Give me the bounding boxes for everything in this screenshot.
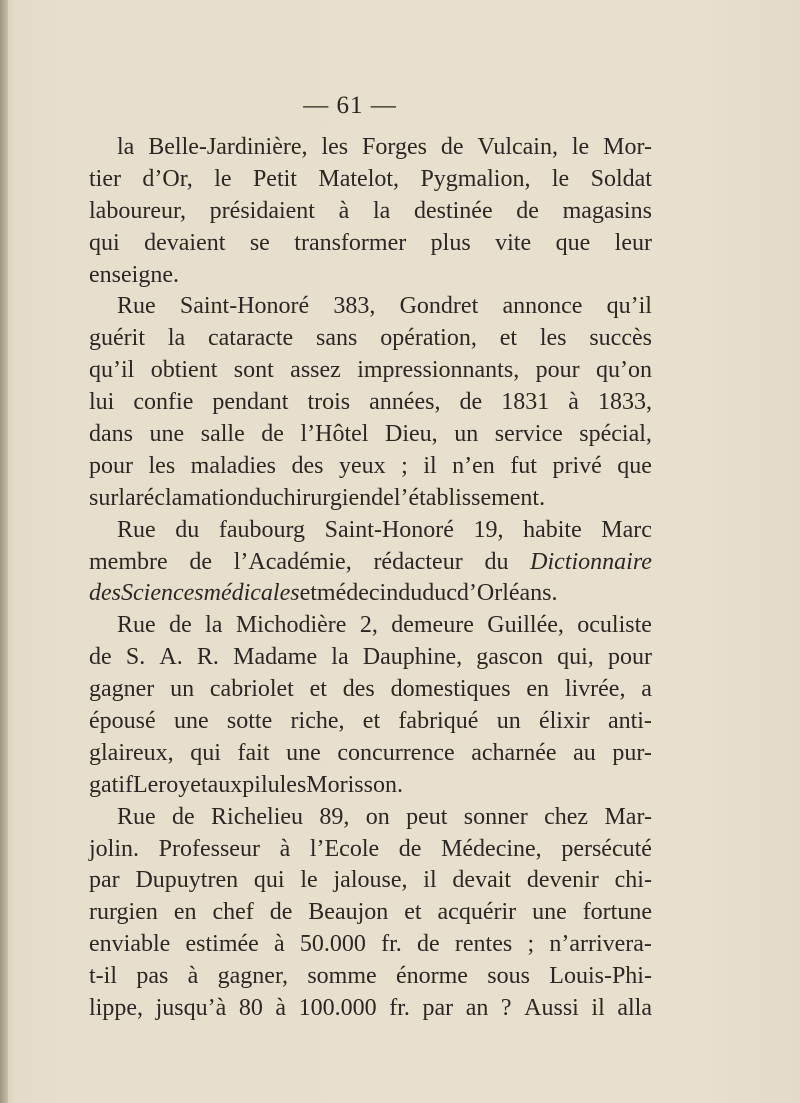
text-line	[89, 132, 652, 164]
word: les	[321, 134, 349, 160]
word: cabriolet	[209, 676, 294, 703]
word: présidaient	[209, 197, 315, 224]
word: par	[89, 867, 120, 894]
word: Rue	[117, 293, 156, 320]
word: pur-	[612, 739, 652, 766]
word: sur	[89, 484, 119, 511]
word: Médecine,	[441, 835, 542, 862]
word: opération,	[380, 325, 477, 352]
text-line	[89, 323, 652, 355]
text-line	[89, 164, 652, 196]
word: on	[365, 803, 390, 830]
word: et	[190, 771, 208, 798]
word: 2,	[359, 612, 378, 639]
word: et	[309, 676, 327, 703]
word: annonce	[502, 293, 583, 320]
word: la	[331, 644, 349, 671]
word: peut	[406, 803, 448, 830]
word: sotte	[226, 708, 273, 735]
word: enviable	[89, 931, 171, 958]
word: 19,	[473, 516, 504, 543]
word: plus	[430, 229, 471, 256]
word: pendant	[212, 389, 289, 416]
text-line	[89, 897, 652, 929]
word: domestiques	[390, 676, 511, 703]
word: lui	[89, 389, 115, 416]
word: Petit	[252, 165, 297, 192]
word: transformer	[294, 229, 407, 256]
word: l’Ecole	[309, 835, 380, 862]
word: au	[573, 739, 596, 766]
word: à	[568, 389, 579, 416]
word: et	[499, 325, 518, 352]
word: de	[169, 612, 192, 639]
word: médicales	[203, 580, 300, 607]
text-line	[89, 642, 652, 674]
word: membre	[89, 548, 168, 575]
word: fait	[237, 739, 270, 766]
word: trois	[307, 389, 351, 416]
word: du	[484, 548, 509, 575]
word: confie	[133, 389, 194, 416]
word: médecin	[316, 580, 399, 607]
word: gatif	[89, 771, 133, 798]
word: aux	[207, 771, 243, 798]
word: que	[555, 229, 591, 256]
word: Dupuytren	[135, 867, 239, 894]
word: rurgien	[89, 899, 158, 926]
word: devaient	[144, 229, 226, 256]
word: livrée,	[564, 676, 626, 703]
word: un	[170, 676, 195, 703]
word: jolin.	[89, 835, 140, 862]
text-line	[89, 802, 652, 834]
word: Leroy	[132, 771, 191, 798]
word: de	[189, 548, 213, 575]
word: fr.	[381, 931, 402, 958]
word: Belle-Jardinière,	[148, 134, 308, 160]
word: rédacteur	[373, 548, 463, 575]
word: à	[274, 931, 285, 958]
word: Marc	[601, 516, 652, 543]
text-line	[89, 738, 652, 770]
text-line	[89, 706, 652, 738]
word: du	[175, 516, 200, 543]
word: de	[398, 835, 422, 862]
word: pour	[89, 452, 133, 479]
word: persécuté	[561, 835, 652, 862]
word: Richelieu	[211, 803, 304, 830]
word: il	[423, 867, 437, 894]
word: à	[275, 995, 287, 1022]
word: gagner,	[217, 963, 288, 990]
word: anti-	[607, 708, 652, 735]
word: sous	[487, 963, 530, 990]
word: impressionnants,	[357, 357, 520, 384]
word: l’Hôtel	[300, 421, 369, 448]
word: leur	[614, 229, 652, 256]
word: Mor-	[603, 134, 652, 160]
word: 1831	[501, 389, 550, 416]
word: Guillée,	[487, 612, 564, 639]
word: Dieu,	[385, 421, 438, 448]
word: Saint-Honoré	[324, 516, 454, 543]
word: des	[342, 676, 375, 703]
word: cataracte	[207, 325, 294, 352]
text-line	[89, 578, 652, 610]
word: pour	[535, 357, 580, 384]
word: gagner	[89, 676, 155, 703]
word: 89,	[319, 803, 350, 830]
word: fabriqué	[398, 708, 479, 735]
word: glaireux,	[89, 739, 174, 766]
word: duc	[422, 580, 457, 607]
word: d’Orléans.	[456, 580, 558, 607]
word: du	[398, 580, 423, 607]
word: le	[300, 867, 318, 894]
word: la	[167, 325, 186, 352]
word: le	[551, 165, 570, 192]
word: somme	[307, 963, 377, 990]
word: Pygmalion,	[420, 165, 531, 192]
word: la	[205, 612, 223, 639]
word: il	[423, 452, 437, 479]
word: riche,	[290, 708, 345, 735]
word: dans	[89, 421, 133, 448]
word: concurrence	[337, 739, 455, 766]
word: obtient	[150, 357, 218, 384]
word: se	[249, 229, 270, 256]
text-line	[89, 515, 652, 547]
word: et	[404, 899, 422, 926]
word: les	[539, 325, 567, 352]
word: gascon	[476, 644, 543, 671]
word: à	[338, 197, 350, 224]
word: Beaujon	[308, 899, 389, 926]
word: à	[279, 835, 291, 862]
word: lippe,	[89, 995, 143, 1022]
word: demeure	[391, 612, 474, 639]
word: oculiste	[577, 612, 652, 639]
word: la	[118, 484, 136, 511]
text-line	[89, 674, 652, 706]
word: fortune	[582, 899, 652, 926]
word: succès	[589, 325, 652, 352]
word: de	[516, 197, 539, 224]
word: l’Académie,	[233, 548, 352, 575]
word: sans	[316, 325, 358, 352]
word: énorme	[395, 963, 468, 990]
word: pas	[136, 963, 169, 990]
word: acquérir	[437, 899, 517, 926]
word: en	[173, 899, 197, 926]
text-line	[89, 547, 652, 579]
word: magasins	[562, 197, 652, 224]
text-line	[89, 961, 652, 993]
word: de	[261, 421, 284, 448]
word: qui,	[557, 644, 594, 671]
word: qui	[190, 739, 221, 766]
word: Vulcain,	[477, 134, 558, 160]
word: par	[422, 995, 454, 1022]
word: jalouse,	[333, 867, 408, 894]
word: la	[372, 197, 391, 224]
word: service	[494, 421, 563, 448]
word: acharnée	[471, 739, 557, 766]
word: le	[571, 134, 590, 160]
word: de	[440, 134, 464, 160]
word: qui	[89, 229, 120, 256]
word: Aussi	[524, 995, 579, 1022]
word: Louis-Phi-	[549, 963, 652, 990]
word: Rue	[117, 612, 156, 639]
word: du	[248, 484, 273, 511]
word: d’Or,	[142, 165, 193, 192]
word: une	[173, 708, 209, 735]
word: jusqu’à	[155, 995, 227, 1022]
word: t-il	[89, 963, 117, 990]
word: yeux	[338, 452, 386, 479]
word: des	[89, 580, 121, 607]
page-spine-shadow	[0, 0, 8, 1103]
word: fut	[510, 452, 537, 479]
text-line	[89, 291, 652, 323]
text-line	[89, 419, 652, 451]
word: Michodière	[235, 612, 347, 639]
word: A.	[159, 644, 183, 671]
word: qui	[253, 867, 285, 894]
word: qu’on	[595, 357, 652, 384]
word: et	[299, 580, 317, 607]
word: fr.	[389, 995, 410, 1022]
word: un	[454, 421, 479, 448]
word: pilules	[242, 771, 307, 798]
word: 80	[238, 995, 263, 1022]
word: épousé	[89, 708, 156, 735]
word: Dictionnaire	[530, 548, 652, 575]
word: sont	[233, 357, 274, 384]
word: élixir	[538, 708, 590, 735]
word: en	[526, 676, 550, 703]
word: rentes	[454, 931, 513, 958]
word: Soldat	[590, 165, 652, 192]
word: de	[459, 389, 483, 416]
word: il	[591, 995, 605, 1022]
word: R.	[196, 644, 219, 671]
word: ;	[401, 452, 408, 479]
word: spécial,	[579, 421, 652, 448]
word: sonner	[463, 803, 528, 830]
text-line	[89, 260, 652, 292]
text-line	[89, 483, 652, 515]
word: pour	[608, 644, 652, 671]
word: chi-	[614, 867, 652, 894]
word: Morisson.	[306, 771, 403, 798]
word: et	[362, 708, 381, 735]
word: une	[532, 899, 567, 926]
word: 1833,	[597, 389, 652, 416]
text-line	[89, 196, 652, 228]
word: une	[149, 421, 185, 448]
word: la	[117, 134, 135, 160]
text-line	[89, 451, 652, 483]
word: de	[371, 484, 394, 511]
word: une	[286, 739, 321, 766]
text-line	[89, 610, 652, 642]
word: chez	[544, 803, 589, 830]
word: un	[496, 708, 521, 735]
word: alla	[617, 995, 652, 1022]
word: Gondret	[399, 293, 479, 320]
word: an	[465, 995, 489, 1022]
word: Professeur	[158, 835, 260, 862]
word: guérit	[89, 325, 145, 352]
word: qu’il	[89, 357, 135, 384]
word: 50.000	[299, 931, 366, 958]
word: années,	[369, 389, 441, 416]
text-line	[89, 865, 652, 897]
text-line	[89, 929, 652, 961]
word: de	[417, 931, 440, 958]
word: de	[172, 803, 195, 830]
word: qu’il	[606, 293, 652, 320]
word: des	[291, 452, 324, 479]
word: 383,	[333, 293, 376, 320]
word: enseigne.	[89, 261, 179, 288]
text-line	[89, 355, 652, 387]
word: assez	[290, 357, 341, 384]
word: l’établissement.	[393, 484, 546, 511]
text-line	[89, 834, 652, 866]
word: à	[187, 963, 199, 990]
word: Forges	[362, 134, 427, 160]
word: Saint-Honoré	[179, 293, 310, 320]
body-text	[89, 132, 652, 1025]
word: devenir	[526, 867, 599, 894]
word: a	[641, 676, 652, 703]
word: n’arrivera-	[549, 931, 652, 958]
word: le	[214, 165, 232, 192]
text-line	[89, 770, 652, 802]
word: devait	[452, 867, 512, 894]
word: ;	[527, 931, 535, 958]
word: de	[89, 644, 112, 671]
word: réclamation	[135, 484, 249, 511]
word: salle	[200, 421, 245, 448]
text-line	[89, 387, 652, 419]
word: laboureur,	[89, 197, 186, 224]
word: habite	[523, 516, 582, 543]
word: les	[148, 452, 176, 479]
word: Mar-	[604, 803, 652, 830]
word: que	[617, 452, 652, 479]
word: vite	[495, 229, 532, 256]
word: faubourg	[218, 516, 306, 543]
word: destinée	[413, 197, 493, 224]
word: Madame	[233, 644, 318, 671]
word: 100.000	[298, 995, 377, 1022]
word: chirurgien	[272, 484, 372, 511]
word: chef	[212, 899, 254, 926]
word: estimée	[185, 931, 259, 958]
text-line	[89, 993, 652, 1025]
word: ?	[500, 995, 512, 1022]
word: privé	[552, 452, 602, 479]
word: S.	[125, 644, 146, 671]
word: Matelot,	[318, 165, 400, 192]
word: Rue	[117, 516, 156, 543]
word: n’en	[452, 452, 495, 479]
text-line	[89, 228, 652, 260]
page-number: — 61 —	[303, 92, 397, 119]
word: Rue	[117, 803, 156, 830]
word: Dauphine,	[362, 644, 463, 671]
word: de	[269, 899, 293, 926]
word: tier	[89, 165, 121, 192]
word: maladies	[190, 452, 276, 479]
word: Sciences	[121, 580, 204, 607]
